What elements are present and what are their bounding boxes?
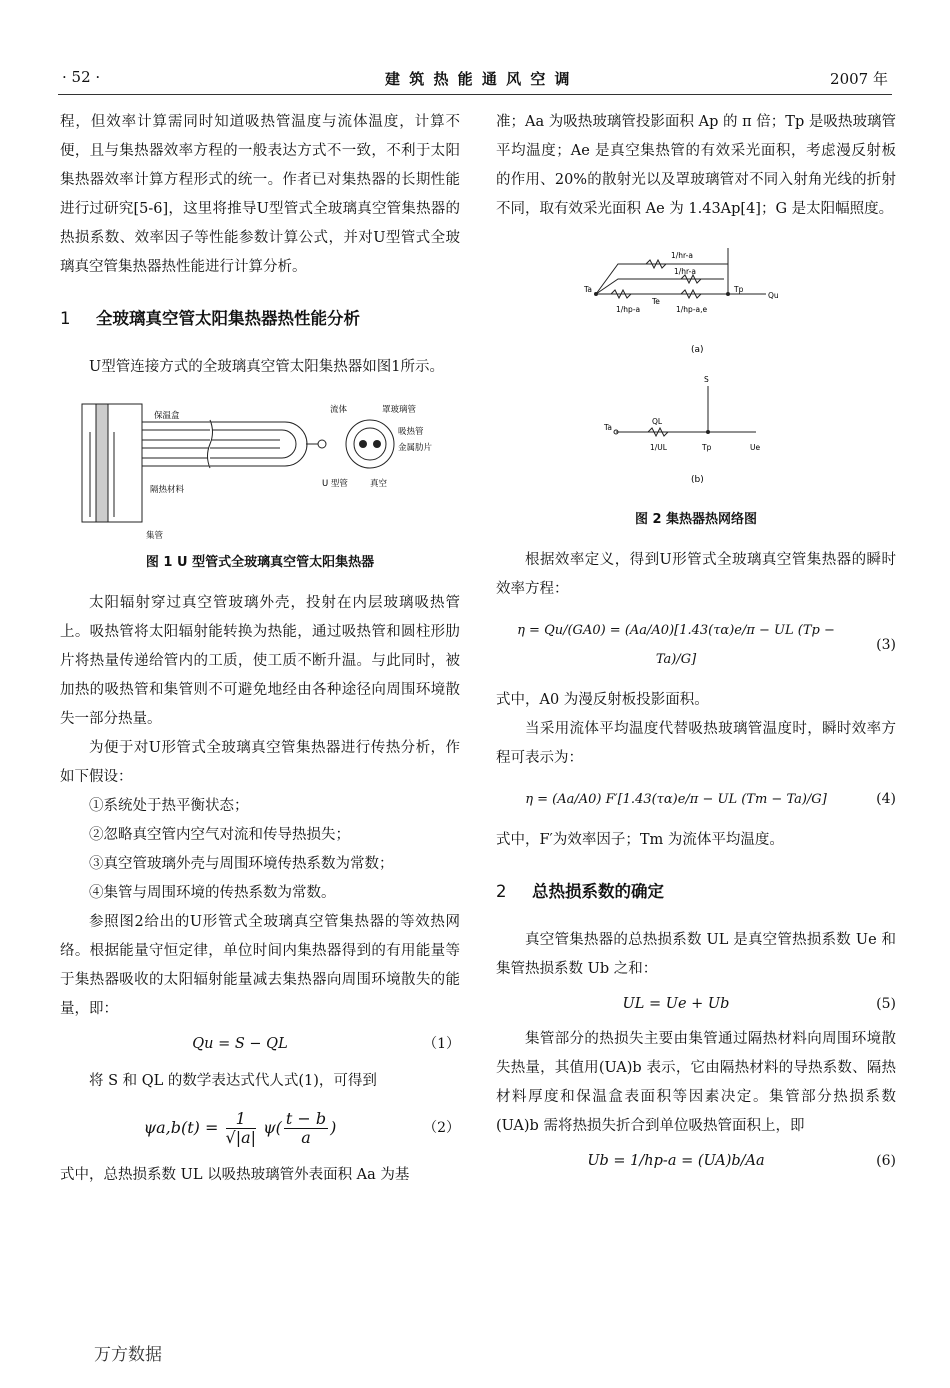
paragraph: 当采用流体平均温度代替吸热玻璃管温度时，瞬时效率方程可表示为：: [496, 721, 896, 766]
svg-text:Qu: Qu: [768, 291, 779, 300]
paragraph: 根据效率定义，得到U形管式全玻璃真空管集热器的瞬时效率方程：: [496, 552, 896, 597]
svg-text:U 型管: U 型管: [322, 479, 348, 489]
assumption-item: ②忽略真空管内空气对流和传导热损失；: [89, 827, 350, 843]
paragraph: U型管连接方式的全玻璃真空管太阳集热器如图1所示。: [89, 359, 444, 375]
figure-2-caption: 图 2 集热器热网络图: [634, 512, 758, 527]
svg-text:Te: Te: [652, 297, 660, 306]
year: 2007 年: [830, 70, 888, 88]
svg-text:隔热材料: 隔热材料: [150, 485, 185, 495]
equation-1: Qu = S − QL （1）: [192, 1036, 460, 1052]
assumption-item: ①系统处于热平衡状态；: [89, 798, 249, 814]
equation-3: η = Qu/(GA0) = (Aa/A0)[1.43(τα)e/π − UL (Tp − Ta)/G] (3): [517, 623, 896, 667]
svg-text:QL: QL: [652, 417, 663, 426]
figure-2a-network: [496, 234, 896, 374]
assumption-item: ④集管与周围环境的传热系数为常数。: [89, 885, 336, 901]
svg-text:1/hp-a: 1/hp-a: [616, 305, 641, 314]
paragraph: 程，但效率计算需同时知道吸热管温度与流体温度，计算不便，且与集热器效率方程的一般表达方式不一致，不利于太阳集热器效率计算方程形式的统一。作者已对集热器的长期性能进行过研究[5-6]，这里将推导U型管式全玻璃真空管集热器的热损系数、效率因子等性能参数计算公式，并对U型管式全玻璃真空管集热器热性能进行计算分析。: [60, 114, 460, 275]
watermark-footer: 万方数据: [94, 1345, 162, 1365]
svg-text:金属肋片: 金属肋片: [398, 443, 433, 453]
figure-2b-network: [496, 374, 896, 499]
svg-text:1/hr-a: 1/hr-a: [671, 251, 693, 260]
paragraph: 式中，F′为效率因子；Tm 为流体平均温度。: [496, 832, 784, 848]
svg-text:(b): (b): [691, 475, 704, 485]
svg-text:集管: 集管: [146, 531, 164, 541]
svg-text:罩玻璃管: 罩玻璃管: [382, 405, 417, 415]
svg-text:流体: 流体: [330, 405, 348, 415]
svg-text:Tp: Tp: [734, 285, 744, 294]
svg-text:1/hr-a: 1/hr-a: [674, 267, 696, 276]
svg-text:Ta: Ta: [604, 423, 612, 432]
paragraph: 为便于对U形管式全玻璃真空管集热器进行传热分析，作如下假设：: [60, 740, 460, 785]
section-heading: 1 全玻璃真空管太阳集热器热性能分析: [60, 309, 360, 328]
paragraph: 式中，A0 为漫反射板投影面积。: [496, 692, 709, 708]
svg-text:Ue: Ue: [750, 443, 761, 452]
paragraph: 真空管集热器的总热损系数 UL 是真空管热损系数 Ue 和集管热损系数 Ub 之和：: [496, 932, 896, 977]
paragraph: 太阳辐射穿过真空管玻璃外壳，投射在内层玻璃吸热管上。吸热管将太阳辐射能转换为热能，通过吸热管和圆柱形肋片将热量传递给管内的工质，使工质不断升温。与此同时，被加热的吸热管和集管则不可避免地经由各种途径向周围环境散失一部分热量。: [60, 595, 460, 727]
svg-text:1/hp-a,e: 1/hp-a,e: [676, 305, 708, 314]
figure-1-diagram: [60, 392, 460, 542]
equation-4: η = (Aa/A0) F′[1.43(τα)e/π − UL (Tm − Ta)/G] (4): [525, 791, 896, 807]
page-number: · 52 ·: [62, 68, 101, 86]
svg-text:Tp: Tp: [702, 443, 712, 452]
journal-title: 建 筑 热 能 通 风 空 调: [385, 70, 572, 88]
svg-text:保温盒: 保温盒: [154, 411, 180, 421]
header-rule: [58, 94, 892, 95]
svg-text:Ta: Ta: [584, 285, 592, 294]
right-column: [496, 108, 896, 1182]
paragraph: 参照图2给出的U形管式全玻璃真空管集热器的等效热网络。根据能量守恒定律，单位时间内集热器得到的有用能量等于集热器吸收的太阳辐射能量减去集热器向周围环境散失的能量，即：: [60, 914, 460, 1017]
equation-6: Ub = 1/hp-a = (UA)b/Aa (6): [587, 1153, 896, 1169]
svg-text:S: S: [704, 375, 709, 384]
svg-text:(a): (a): [691, 345, 704, 355]
svg-text:真空: 真空: [370, 479, 388, 489]
left-column: [60, 108, 460, 1190]
equation-2: ψa,b(t) = $\frac{1}{√|a|}$ ψ( $\frac{t - b}{a}$ ) （2）: [143, 1109, 460, 1147]
svg-text:吸热管: 吸热管: [398, 427, 424, 437]
paragraph: 集管部分的热损失主要由集管通过隔热材料向周围环境散失热量，其值用(UA)b 表示，它由隔热材料的导热系数、隔热材料厚度和保温盒表面积等因素决定。集管部分热损系数 (UA)b 需将热损失折合到单位吸热管面积上，即: [496, 1031, 896, 1134]
paragraph: 式中，总热损系数 UL 以吸热玻璃管外表面积 Aa 为基: [60, 1167, 410, 1183]
svg-text:1/UL: 1/UL: [650, 443, 667, 452]
assumption-item: ③真空管玻璃外壳与周围环境传热系数为常数；: [89, 856, 394, 872]
paragraph: 将 S 和 QL 的数学表达式代人式(1)，可得到: [89, 1073, 377, 1089]
figure-1-caption: 图 1 U 型管式全玻璃真空管太阳集热器: [145, 555, 375, 570]
paragraph: 准；Aa 为吸热玻璃管投影面积 Ap 的 π 倍；Tp 是吸热玻璃管平均温度；Ae 是真空集热管的有效采光面积，考虑漫反射板的作用、20%的散射光以及罩玻璃管对不同入射角光线的折射不同，取有效采光面积 Ae 为 1.43Ap[4]；G 是太阳幅照度。: [496, 114, 896, 217]
section-heading: 2 总热损系数的确定: [496, 882, 664, 901]
equation-5: UL = Ue + Ub (5): [622, 996, 896, 1012]
